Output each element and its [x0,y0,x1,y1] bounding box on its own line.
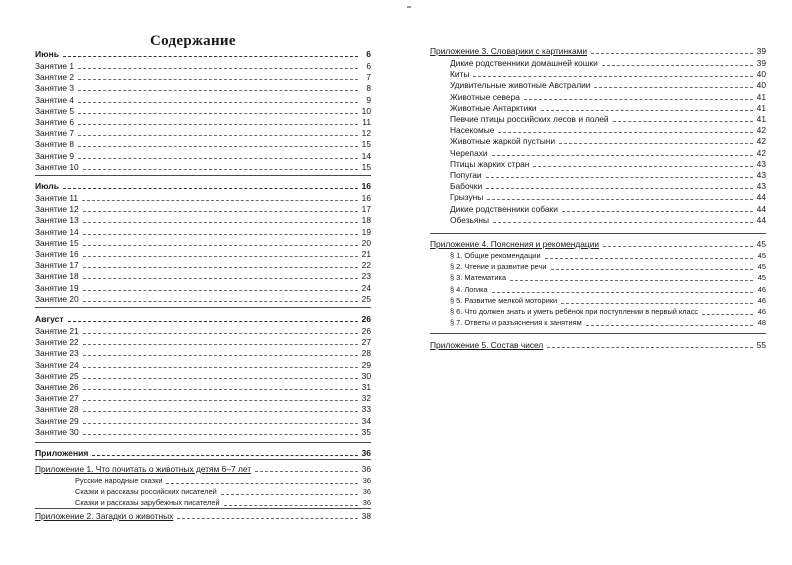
appendix-3-item [450,203,766,215]
page-number: 16 [361,181,371,191]
appendix-3-item [450,191,766,203]
appendix-3-entry [430,45,766,57]
toc-title: Содержание [150,33,236,49]
lesson-entry [35,150,371,162]
dot-leader [498,132,753,133]
entry-title: Приложение 5. Состав чисел [430,340,544,350]
appendix-3-item [450,158,766,170]
lesson-entry [35,71,371,83]
lesson-entry [35,415,371,427]
dot-leader [82,200,358,201]
section-divider [430,233,766,234]
lesson-entry [35,192,371,204]
appendix-1-item [75,486,371,498]
entry-title: Дикие родственники собаки [450,203,558,214]
page-number: 22 [361,260,371,271]
entry-title: Занятие 13 [35,215,79,226]
entry-title: Приложение 2. Загадки о животных [35,511,174,521]
dot-leader [473,76,753,77]
dot-leader [83,222,358,223]
page-number: 44 [756,192,766,203]
page-number: 20 [361,237,371,248]
dot-leader [83,245,358,246]
entry-title: Занятие 23 [35,348,79,359]
dot-leader [78,124,358,125]
dot-leader [493,222,753,223]
dot-leader [551,269,754,270]
entry-title: Бабочки [450,181,483,192]
dot-leader [591,53,753,54]
page-number: 36 [361,464,371,474]
page-number: 40 [756,69,766,80]
entry-title: Животные севера [450,91,520,102]
entry-title: Насекомые [450,125,495,136]
appendix-3-item [450,124,766,136]
entry-title: Русские народные сказки [75,476,163,485]
section-divider [430,333,766,334]
page-number: 28 [361,348,371,359]
right-page [400,0,792,565]
entry-title: § 7. Ответы и разъяснения к занятиям [450,318,582,328]
lesson-entry [35,226,371,238]
entry-title: Июнь [35,49,59,59]
page-number: 26 [361,314,371,324]
dot-leader [78,79,358,80]
page-number: 10 [361,105,371,116]
page-number: 41 [756,114,766,124]
dot-leader [68,321,358,322]
page-number: 44 [756,214,766,225]
dot-leader [541,110,753,111]
appendix-3-item [450,113,766,125]
dot-leader [83,400,358,401]
dot-leader [177,518,358,519]
appendix-4-item [450,284,766,296]
page-number: 34 [361,415,371,426]
dot-leader [533,166,753,167]
page-number: 43 [756,158,766,169]
entry-title: Певчие птицы российских лесов и полей [450,114,609,124]
page-number: 44 [756,203,766,214]
page-number: 39 [756,58,766,68]
lesson-entry [35,203,371,215]
dot-leader [486,177,753,178]
lesson-entry [35,259,371,271]
lesson-entry [35,214,371,226]
page-number: 36 [361,448,371,458]
entry-title: Занятие 9 [35,150,75,161]
dot-leader [83,389,358,390]
dot-leader [83,333,358,334]
page-number: 48 [757,318,766,328]
entry-title: Удивительные животные Австралии [450,80,591,91]
appendix-4-item [450,317,766,329]
entry-title: Занятие 30 [35,426,79,437]
page-number: 15 [361,161,371,172]
entry-title: Обезьяны [450,214,490,225]
entry-title: Занятие 27 [35,393,79,404]
appendix-5-entry [430,339,766,351]
entry-title: Занятие 20 [35,293,79,304]
dot-leader [83,423,358,424]
page-number: 45 [757,262,766,272]
appendix-2-entry [35,510,371,522]
lesson-entry [35,105,371,117]
page-number: 17 [361,204,371,215]
page-number: 41 [756,102,766,113]
entry-title: Занятие 25 [35,370,79,381]
entry-title: Киты [450,69,470,80]
dot-leader [603,246,753,247]
dot-leader [487,199,753,200]
entry-title: Грызуны [450,192,484,203]
entry-title: Черепахи [450,147,488,158]
entry-title: Занятие 18 [35,271,79,282]
page-number: 45 [757,251,766,260]
entry-title: § 6. Что должен знать и уметь ребёнок при поступлении в первый класс [450,307,699,316]
dot-leader [524,99,753,100]
dot-leader [83,211,358,212]
entry-title: Занятие 1 [35,61,75,71]
entry-title: Занятие 6 [35,117,75,127]
entry-title: Занятие 11 [35,193,79,203]
page-number: 6 [366,49,371,59]
entry-title: Приложение 4. Пояснения и рекомендации [430,239,600,249]
entry-title: Птицы жарких стран [450,158,530,169]
section-divider [35,508,371,509]
appendix-3-item [450,102,766,114]
page-number: 45 [757,273,766,283]
dot-leader [221,494,358,495]
page-number: 9 [366,94,371,105]
appendix-3-item [450,147,766,159]
section-divider [35,459,371,460]
dot-leader [63,56,358,57]
appendix-4-item [450,272,766,284]
dot-leader [561,303,753,304]
lesson-entry [35,237,371,249]
lesson-entry [35,270,371,282]
page-number: 12 [361,128,371,139]
page-number: 42 [756,136,766,147]
page-number: 36 [362,498,371,508]
entry-title: Приложения [35,448,89,458]
page-number: 11 [362,117,371,127]
dot-leader [83,267,358,268]
dot-leader [83,434,358,435]
dot-leader [559,143,753,144]
dot-leader [602,65,753,66]
dot-leader [586,325,753,326]
entry-title: Попугаи [450,170,482,180]
dot-leader [545,258,753,259]
appendix-3-item [450,135,766,147]
page-number: 27 [361,337,371,348]
lesson-entry [35,60,371,72]
dot-leader [78,113,358,114]
entry-title: Занятие 24 [35,359,79,370]
dot-leader [166,483,358,484]
entry-title: Занятие 29 [35,415,79,426]
page-number: 42 [756,147,766,158]
appendix-3-item [450,79,766,91]
page-number: 46 [757,295,766,305]
lesson-entry [35,282,371,294]
page-number: 8 [366,83,371,94]
entry-title: Занятие 15 [35,237,79,248]
scan-mark [407,6,411,8]
lesson-entry [35,325,371,337]
dot-leader [255,471,358,472]
dot-leader [547,347,753,348]
page-number: 18 [361,215,371,226]
appendix-4-item [450,295,766,307]
lesson-entry [35,336,371,348]
section-divider [35,307,371,308]
page-number: 25 [361,293,371,304]
lesson-entry [35,94,371,106]
entry-title: § 4. Логика [450,284,488,294]
page-number: 16 [361,193,371,203]
page-number: 6 [366,61,371,71]
entry-title: Занятие 16 [35,249,79,259]
dot-leader [613,121,753,122]
page-number: 38 [361,511,371,521]
dot-leader [83,278,358,279]
page-number: 26 [361,326,371,336]
dot-leader [78,146,358,147]
entry-title: Занятие 19 [35,282,79,293]
appendix-3-item [450,68,766,80]
lesson-entry [35,293,371,305]
page-number: 31 [361,382,371,392]
appendix-4-entry [430,238,766,250]
dot-leader [83,344,358,345]
appendix-1-item [75,475,371,487]
page-number: 42 [756,125,766,136]
month-heading-june [35,48,371,60]
month-heading-august [35,313,371,325]
dot-leader [492,155,753,156]
page-number: 15 [361,139,371,150]
page-number: 32 [361,393,371,404]
entry-title: § 3. Математика [450,273,507,283]
dot-leader [594,87,753,88]
entry-title: Животные жаркой пустыни [450,136,556,147]
lesson-entry [35,161,371,173]
entry-title: Занятие 4 [35,94,75,105]
page-number: 7 [366,72,371,83]
entry-title: Занятие 3 [35,83,75,94]
entry-title: Занятие 7 [35,128,75,139]
entry-title: Дикие родственники домашней кошки [450,58,598,68]
entry-title: Занятие 14 [35,226,79,237]
page-number: 43 [756,181,766,192]
entry-title: Занятие 26 [35,382,79,392]
entry-title: Занятие 10 [35,161,79,172]
appendix-3-item [450,169,766,181]
dot-leader [63,188,358,189]
section-divider [35,442,371,443]
page-number: 23 [361,271,371,282]
lesson-entry [35,392,371,404]
page-number: 24 [361,282,371,293]
page-number: 43 [756,170,766,180]
entry-title: Занятие 2 [35,72,75,83]
appendix-4-item [450,261,766,273]
dot-leader [83,355,358,356]
entry-title: Животные Антарктики [450,102,537,113]
page-number: 40 [756,80,766,91]
page-number: 30 [361,370,371,381]
lesson-entry [35,127,371,139]
page-number: 39 [756,46,766,56]
dot-leader [510,280,753,281]
lesson-entry [35,248,371,260]
entry-title: Занятие 28 [35,404,79,415]
entry-title: Приложение 3. Словарики с картинками [430,46,588,56]
dot-leader [78,90,358,91]
page-number: 46 [757,307,766,316]
entry-title: § 2. Чтение и развитие речи [450,262,547,272]
appendix-4-item [450,250,766,262]
lesson-entry [35,403,371,415]
page-number: 41 [756,91,766,102]
entry-title: Занятие 17 [35,260,79,271]
dot-leader [562,211,753,212]
entry-title: Занятие 12 [35,204,79,215]
dot-leader [83,301,358,302]
dot-leader [83,234,358,235]
entry-title: Занятие 21 [35,326,79,336]
entry-title: Приложение 1. Что почитать о животных детям 6–7 лет [35,464,252,474]
entry-title: Занятие 22 [35,337,79,348]
entry-title: § 5. Развитие мелкой моторики [450,295,558,305]
dot-leader [92,455,358,456]
dot-leader [78,102,358,103]
appendix-3-item [450,214,766,226]
entry-title: Сказки и рассказы российских писателей [75,487,217,497]
dot-leader [78,135,358,136]
appendix-4-item [450,306,766,318]
entry-title: Июль [35,181,60,191]
entry-title: Август [35,314,64,324]
page-number: 36 [362,487,371,497]
page-number: 55 [756,340,766,350]
appendix-3-item [450,57,766,69]
page-number: 45 [756,239,766,249]
entry-title: Занятие 8 [35,139,75,150]
page-number: 29 [361,359,371,370]
dot-leader [83,411,358,412]
dot-leader [492,292,753,293]
dot-leader [83,256,358,257]
dot-leader [224,505,358,506]
appendix-3-item [450,91,766,103]
lesson-entry [35,381,371,393]
lesson-entry [35,138,371,150]
entry-title: Занятие 5 [35,105,75,116]
page-number: 19 [361,226,371,237]
lesson-entry [35,116,371,128]
entry-title: § 1. Общие рекомендации [450,251,541,260]
appendix-3-item [450,180,766,192]
dot-leader [702,314,753,315]
dot-leader [83,169,358,170]
dot-leader [83,290,358,291]
page-number: 14 [361,150,371,161]
dot-leader [78,158,358,159]
lesson-entry [35,82,371,94]
page-number: 33 [361,404,371,415]
dot-leader [83,367,358,368]
page-number: 36 [362,476,371,485]
section-divider [35,175,371,176]
entry-title: Сказки и рассказы зарубежных писателей [75,498,220,508]
appendices-heading [35,447,371,459]
lesson-entry [35,359,371,371]
month-heading-july [35,180,371,192]
dot-leader [83,378,358,379]
lesson-entry [35,347,371,359]
dot-leader [486,188,753,189]
page-number: 21 [361,249,371,259]
page-number: 35 [361,426,371,437]
appendix-1-entry [35,463,371,475]
page-number: 46 [757,284,766,294]
lesson-entry [35,426,371,438]
dot-leader [78,68,358,69]
lesson-entry [35,370,371,382]
